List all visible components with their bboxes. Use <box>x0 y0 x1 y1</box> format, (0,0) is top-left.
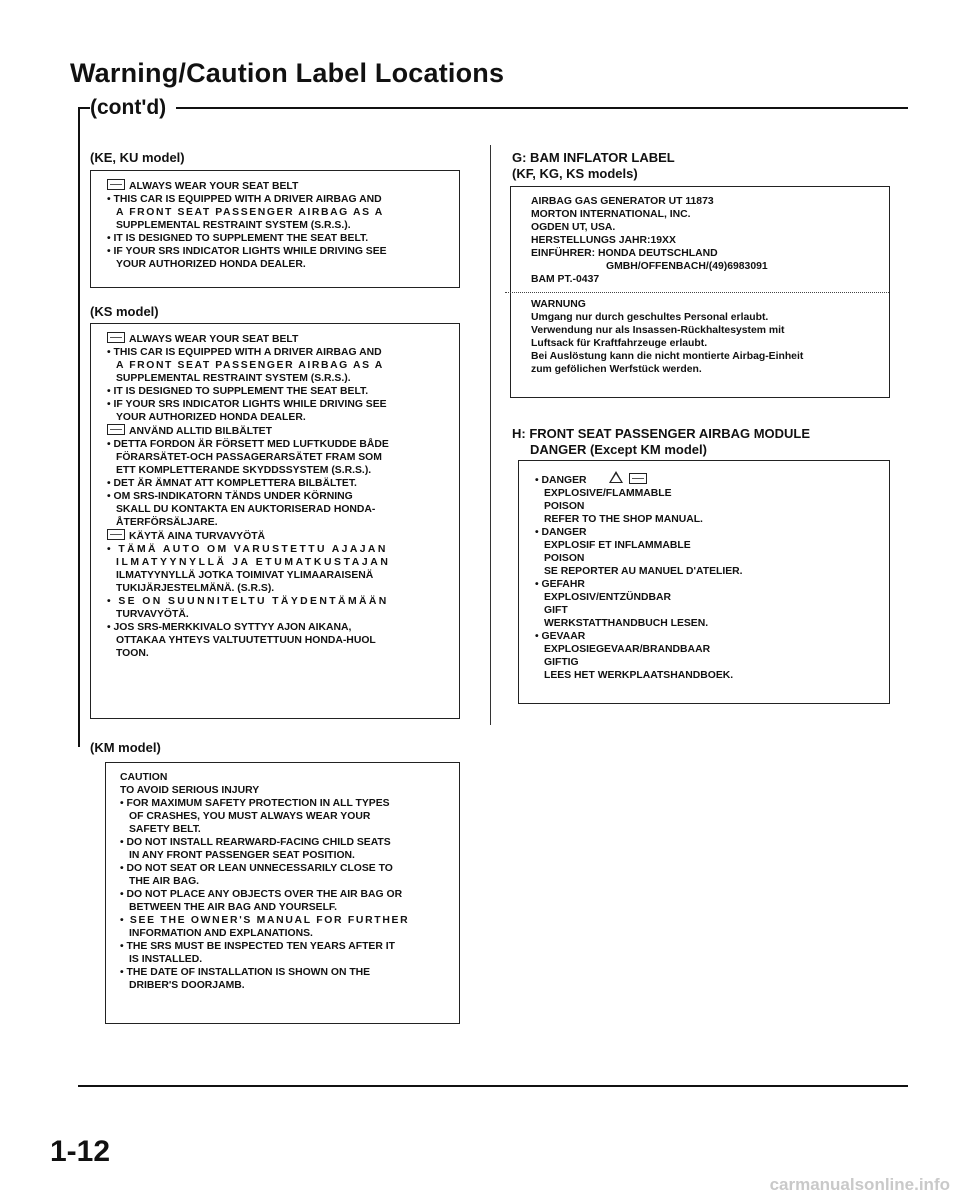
srs-airbag-icon <box>107 179 125 190</box>
label-line: TURVAVYÖTÄ. <box>116 609 189 620</box>
label-line: BETWEEN THE AIR BAG AND YOURSELF. <box>129 902 338 913</box>
label-line: OF CRASHES, YOU MUST ALWAYS WEAR YOUR <box>129 811 371 822</box>
label-km <box>105 762 460 1024</box>
label-line: SKALL DU KONTAKTA EN AUKTORISERAD HONDA- <box>116 504 376 515</box>
label-line: WARNUNG <box>531 299 586 310</box>
label-line: INFORMATION AND EXPLANATIONS. <box>129 928 313 939</box>
label-line: REFER TO THE SHOP MANUAL. <box>544 514 703 525</box>
label-line: • THE SRS MUST BE INSPECTED TEN YEARS AFTER IT <box>120 941 395 952</box>
srs-airbag-icon <box>107 424 125 435</box>
label-line: AIRBAG GAS GENERATOR UT 11873 <box>531 196 714 207</box>
page-number: 1-12 <box>50 1135 111 1168</box>
label-h <box>518 460 890 704</box>
label-ks <box>90 323 460 719</box>
srs-airbag-icon <box>629 473 647 484</box>
label-line: SAFETY BELT. <box>129 824 201 835</box>
label-line: • JOS SRS-MERKKIVALO SYTTYY AJON AIKANA, <box>107 622 352 633</box>
label-line: • DO NOT PLACE ANY OBJECTS OVER THE AIR BAG OR <box>120 889 403 900</box>
footer-rule <box>78 1085 908 1087</box>
page-subtitle: (cont'd) <box>90 96 176 120</box>
label-line: OGDEN UT, USA. <box>531 222 616 233</box>
caption-ke-ku: (KE, KU model) <box>90 150 185 165</box>
label-line: • DANGER <box>535 527 587 538</box>
label-line: GMBH/OFFENBACH/(49)6983091 <box>606 261 768 272</box>
label-line: YOUR AUTHORIZED HONDA DEALER. <box>116 259 306 270</box>
label-line: SUPPLEMENTAL RESTRAINT SYSTEM (S.R.S.). <box>116 220 351 231</box>
label-line: TUKIJÄRJESTELMÄNÄ. (S.R.S). <box>116 583 275 594</box>
label-line: THE AIR BAG. <box>129 876 200 887</box>
label-line: ILMATYYNYLLÄ JOTKA TOIMIVAT YLIMAARAISENÄ <box>116 570 374 581</box>
label-line: EXPLOSIVE/FLAMMABLE <box>544 488 672 499</box>
label-line: GIFT <box>544 605 568 616</box>
label-line: Verwendung nur als Insassen-Rückhaltesystem mit <box>531 325 785 336</box>
label-line: • GEFAHR <box>535 579 585 590</box>
label-line: ETT KOMPLETTERANDE SKYDDSSYSTEM (S.R.S.). <box>116 465 372 476</box>
label-line: LEES HET WERKPLAATSHANDBOEK. <box>544 670 734 681</box>
label-line: TOON. <box>116 648 149 659</box>
header-rule <box>78 107 908 109</box>
label-line: GIFTIG <box>544 657 579 668</box>
label-line: POISON <box>544 553 585 564</box>
label-line: ALWAYS WEAR YOUR SEAT BELT <box>107 332 447 346</box>
label-line: KÄYTÄ AINA TURVAVYÖTÄ <box>107 529 447 543</box>
label-line: BAM PT.-0437 <box>531 274 600 285</box>
label-line: Umgang nur durch geschultes Personal erlaubt. <box>531 312 769 323</box>
label-line: zum gefölichen Werfstück werden. <box>531 364 702 375</box>
label-line: • IF YOUR SRS INDICATOR LIGHTS WHILE DRIVING SEE <box>107 246 387 257</box>
label-line: • DO NOT INSTALL REARWARD-FACING CHILD SEATS <box>120 837 391 848</box>
caption-ks: (KS model) <box>90 304 159 319</box>
label-line: SUPPLEMENTAL RESTRAINT SYSTEM (S.R.S.). <box>116 373 351 384</box>
label-line: • TÄMÄ AUTO OM VARUSTETTU AJAJAN <box>107 544 388 555</box>
caption-g-line2: (KF, KG, KS models) <box>512 166 638 181</box>
label-line: HERSTELLUNGS JAHR:19XX <box>531 235 676 246</box>
label-line: CAUTION <box>120 772 168 783</box>
label-ke-ku <box>90 170 460 288</box>
label-line: • THE DATE OF INSTALLATION IS SHOWN ON THE <box>120 967 371 978</box>
label-line: • SE ON SUUNNITELTU TÄYDENTÄMÄÄN <box>107 596 389 607</box>
dotted-separator <box>505 292 889 293</box>
label-line: EXPLOSIF ET INFLAMMABLE <box>544 540 691 551</box>
label-line: Luftsack für Kraftfahrzeuge erlaubt. <box>531 338 708 349</box>
label-line: ANVÄND ALLTID BILBÄLTET <box>107 424 447 438</box>
label-line: OTTAKAA YHTEYS VALTUUTETTUUN HONDA-HUOL <box>116 635 376 646</box>
caption-h-line1: H: FRONT SEAT PASSENGER AIRBAG MODULE <box>512 426 811 441</box>
label-line: • DANGER <box>535 471 877 487</box>
left-bracket-rule <box>78 107 80 747</box>
watermark: carmanualsonline.info <box>769 1175 950 1194</box>
label-line: ÅTERFÖRSÄLJARE. <box>116 517 218 528</box>
label-g <box>510 186 890 398</box>
label-line: POISON <box>544 501 585 512</box>
label-line: • DO NOT SEAT OR LEAN UNNECESSARILY CLOSE TO <box>120 863 393 874</box>
label-line: • THIS CAR IS EQUIPPED WITH A DRIVER AIRBAG AND <box>107 194 382 205</box>
label-line: SE REPORTER AU MANUEL D'ATELIER. <box>544 566 743 577</box>
label-line: EINFÜHRER: HONDA DEUTSCHLAND <box>531 248 718 259</box>
label-line: • GEVAAR <box>535 631 586 642</box>
page-title: Warning/Caution Label Locations <box>70 58 505 88</box>
label-line: YOUR AUTHORIZED HONDA DEALER. <box>116 412 306 423</box>
caption-km: (KM model) <box>90 740 161 755</box>
label-line: • IT IS DESIGNED TO SUPPLEMENT THE SEAT BELT. <box>107 386 369 397</box>
label-line: A FRONT SEAT PASSENGER AIRBAG AS A <box>116 207 384 218</box>
label-line: • SEE THE OWNER'S MANUAL FOR FURTHER <box>120 915 410 926</box>
label-line: • DET ÄR ÄMNAT ATT KOMPLETTERA BILBÄLTET. <box>107 478 357 489</box>
label-line: • DETTA FORDON ÄR FÖRSETT MED LUFTKUDDE BÅDE <box>107 439 389 450</box>
label-line: ILMATYYNYLLÄ JA ETUMATKUSTAJAN <box>116 557 391 568</box>
warning-triangle-icon <box>609 471 623 483</box>
label-line: MORTON INTERNATIONAL, INC. <box>531 209 691 220</box>
label-line: EXPLOSIEGEVAAR/BRANDBAAR <box>544 644 711 655</box>
label-line: • IT IS DESIGNED TO SUPPLEMENT THE SEAT BELT. <box>107 233 369 244</box>
srs-airbag-icon <box>107 529 125 540</box>
label-line: IS INSTALLED. <box>129 954 203 965</box>
label-line: • THIS CAR IS EQUIPPED WITH A DRIVER AIRBAG AND <box>107 347 382 358</box>
label-line: IN ANY FRONT PASSENGER SEAT POSITION. <box>129 850 355 861</box>
label-line: ALWAYS WEAR YOUR SEAT BELT <box>107 179 447 193</box>
caption-g-line1: G: BAM INFLATOR LABEL <box>512 150 675 165</box>
label-line: WERKSTATTHANDBUCH LESEN. <box>544 618 709 629</box>
label-line: • FOR MAXIMUM SAFETY PROTECTION IN ALL TYPES <box>120 798 390 809</box>
label-line: A FRONT SEAT PASSENGER AIRBAG AS A <box>116 360 384 371</box>
caption-h-line2: DANGER (Except KM model) <box>530 442 707 457</box>
column-divider <box>490 145 491 725</box>
label-line: FÖRARSÄTET-OCH PASSAGERARSÄTET FRAM SOM <box>116 452 382 463</box>
label-line: • IF YOUR SRS INDICATOR LIGHTS WHILE DRIVING SEE <box>107 399 387 410</box>
label-line: DRIBER'S DOORJAMB. <box>129 980 245 991</box>
label-line: EXPLOSIV/ENTZÜNDBAR <box>544 592 672 603</box>
label-line: Bei Auslöstung kann die nicht montierte Airbag-Einheit <box>531 351 804 362</box>
label-line: • OM SRS-INDIKATORN TÄNDS UNDER KÖRNING <box>107 491 353 502</box>
label-line: TO AVOID SERIOUS INJURY <box>120 785 260 796</box>
srs-airbag-icon <box>107 332 125 343</box>
